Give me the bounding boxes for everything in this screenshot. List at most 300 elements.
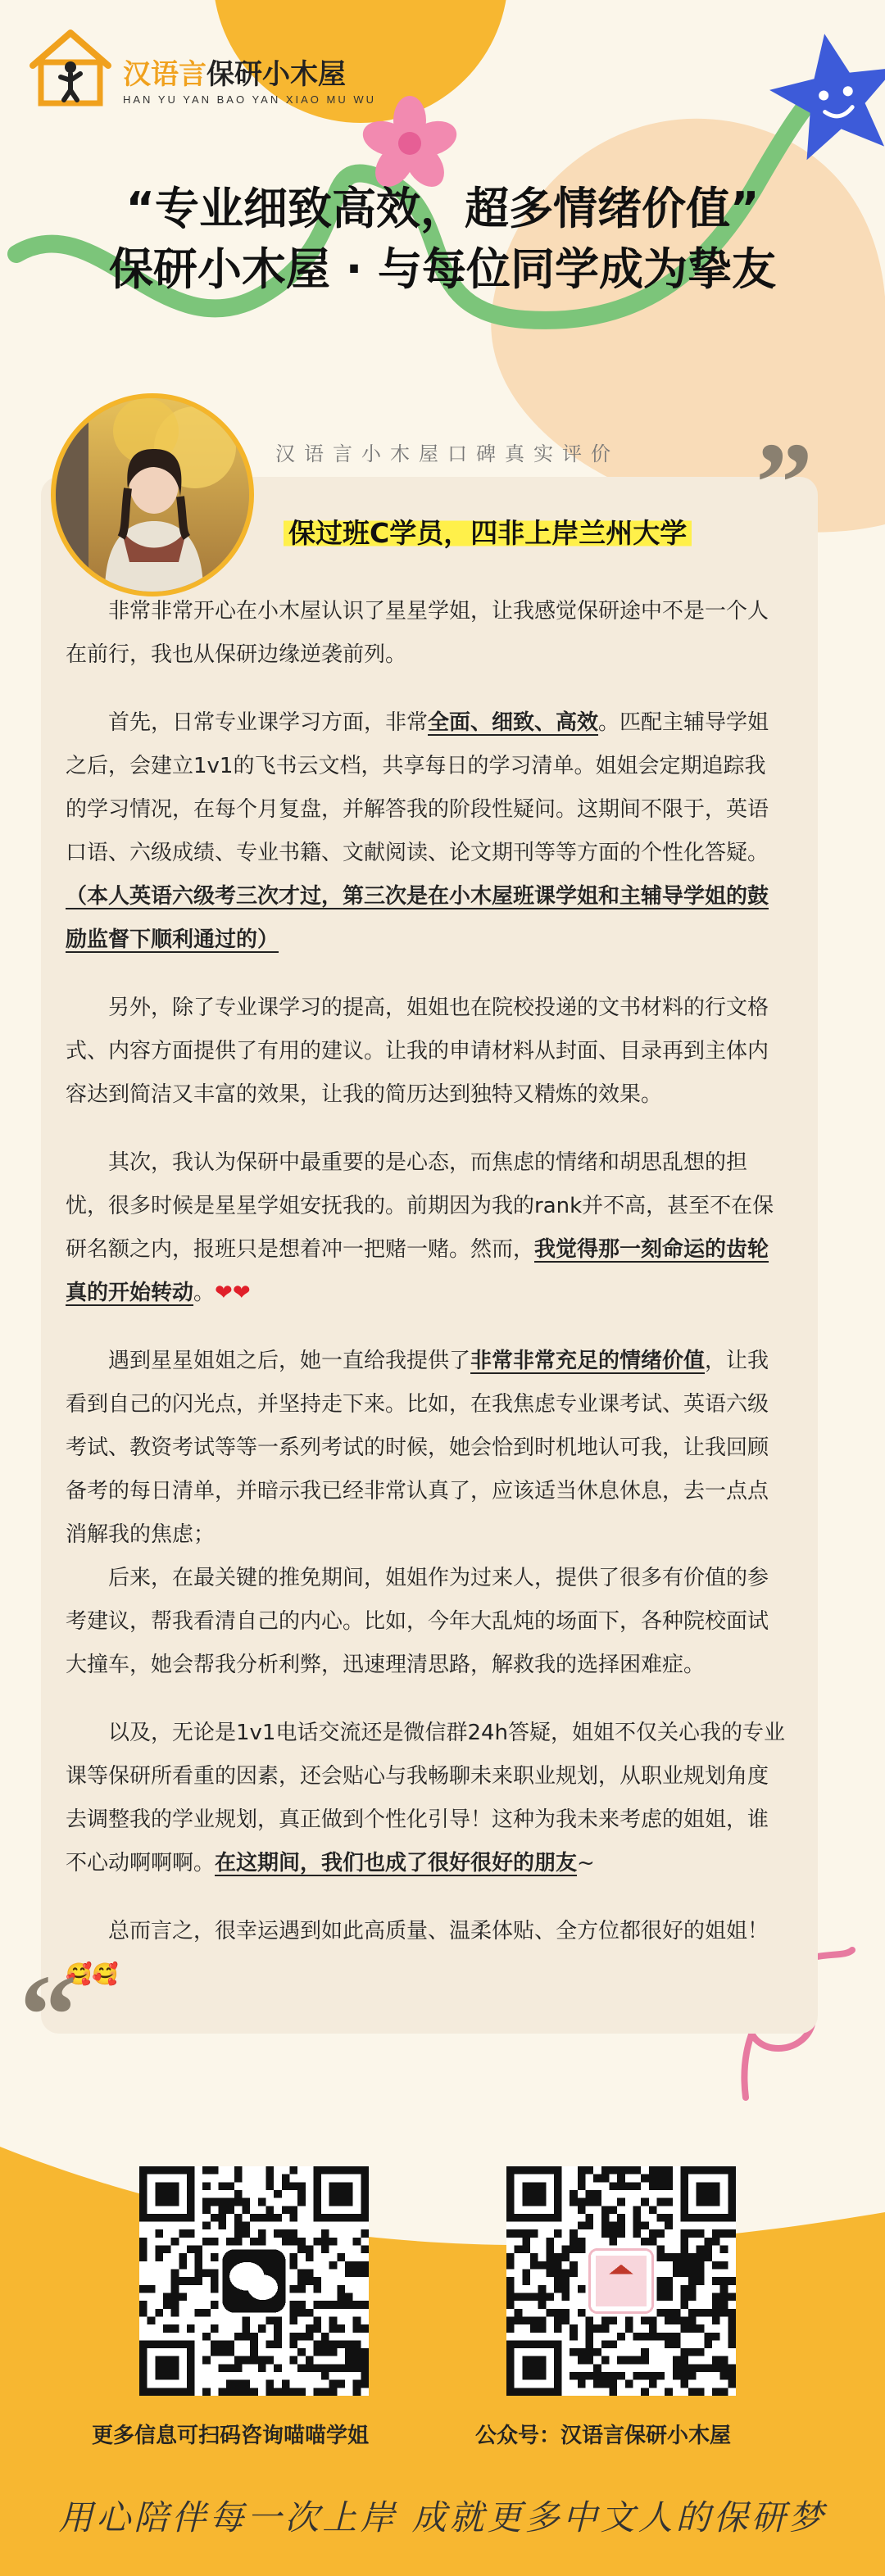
- qr-module: [578, 2182, 586, 2190]
- qr-module: [601, 2229, 610, 2238]
- qr-module: [258, 2238, 266, 2246]
- quote-open-icon: “: [20, 1952, 77, 2079]
- qr-module: [202, 2309, 211, 2317]
- qr-module: [601, 2166, 610, 2175]
- qr-module: [234, 2356, 243, 2365]
- qr-module: [297, 2348, 306, 2356]
- qr-module: [546, 2309, 554, 2317]
- qr-module: [720, 2277, 728, 2285]
- qr-module: [656, 2309, 665, 2317]
- qr-module: [562, 2253, 570, 2261]
- qr-module: [697, 2229, 705, 2238]
- paragraph-3: 另外，除了专业课学习的提高，姐姐也在院校投递的文书材料的行文格式、内容方面提供了有用的建议。让我的申请材料从封面、目录再到主体内容达到简洁又丰富的效果，让我的简历达到独特又精炼的效果。: [66, 995, 769, 1107]
- qr-module: [656, 2214, 665, 2222]
- qr-module: [522, 2246, 530, 2254]
- qr-module: [530, 2316, 538, 2324]
- qr-module: [656, 2175, 665, 2183]
- qr-module: [697, 2261, 705, 2270]
- qr-module: [337, 2253, 345, 2261]
- qr-module: [728, 2277, 736, 2285]
- qr-module: [610, 2372, 618, 2380]
- qr-module: [665, 2253, 673, 2261]
- qr-module: [329, 2340, 338, 2348]
- qr-module: [546, 2246, 554, 2254]
- qr-module: [329, 2238, 338, 2246]
- qr-module: [243, 2316, 251, 2324]
- qr-module: [337, 2340, 345, 2348]
- headline-line-2: 保研小木屋 · 与每位同学成为挚友: [108, 243, 777, 295]
- official-account-qr-code[interactable]: [506, 2166, 736, 2396]
- qr-module: [712, 2301, 720, 2309]
- qr-module: [586, 2214, 594, 2222]
- p4-text-c: 。: [193, 1281, 216, 1305]
- qr-module: [697, 2309, 705, 2317]
- qr-module: [187, 2277, 195, 2285]
- qr-module: [586, 2348, 594, 2356]
- qr-module: [353, 2388, 361, 2396]
- qr-module: [633, 2214, 641, 2222]
- qr-module: [202, 2388, 211, 2396]
- p4-emphasis: 我觉得那一刻命运的齿轮真的开始转动: [66, 1237, 769, 1305]
- qr-module: [234, 2175, 243, 2183]
- qr-module: [680, 2261, 688, 2270]
- qr-module: [297, 2285, 306, 2293]
- qr-module: [195, 2253, 203, 2261]
- qr-module: [593, 2364, 601, 2372]
- qr-module: [712, 2388, 720, 2396]
- qr-module: [688, 2324, 697, 2333]
- qr-module: [195, 2261, 203, 2270]
- qr-module: [148, 2285, 156, 2293]
- qr-module: [506, 2229, 515, 2238]
- qr-module: [570, 2190, 578, 2198]
- qr-module: [554, 2285, 562, 2293]
- qr-module: [562, 2277, 570, 2285]
- qr-module: [226, 2340, 234, 2348]
- hearts-icon: ❤❤: [215, 1281, 251, 1305]
- qr-module: [306, 2270, 314, 2278]
- qr-module: [688, 2270, 697, 2278]
- qr-module: [656, 2293, 665, 2301]
- qr-module: [353, 2340, 361, 2348]
- qr-module: [712, 2364, 720, 2372]
- qr-module: [219, 2206, 227, 2214]
- qr-module: [688, 2316, 697, 2324]
- qr-module: [163, 2301, 171, 2309]
- qr-module: [673, 2261, 681, 2270]
- qr-module: [665, 2182, 673, 2190]
- qr-module: [641, 2238, 649, 2246]
- brand-logo: [28, 28, 376, 107]
- qr-module: [179, 2229, 187, 2238]
- qr-module: [578, 2356, 586, 2365]
- qr-module: [712, 2238, 720, 2246]
- qr-module: [243, 2198, 251, 2206]
- qr-module: [361, 2261, 369, 2270]
- qr-module: [297, 2270, 306, 2278]
- review-title: 保过班C学员，四非上岸兰州大学: [284, 512, 692, 551]
- qr-module: [641, 2372, 649, 2380]
- qr-module: [297, 2364, 306, 2372]
- paragraph-8: 总而言之，很幸运遇到如此高质量、温柔体贴、全方位都很好的姐姐！: [108, 1919, 769, 1943]
- qr-module: [610, 2340, 618, 2348]
- p4-text-a: 其次，我认为保研中最重要的是心态，而焦虑的情绪和胡思乱想的担忧，很多时候是星星学姐安抚我的。前期因为我的rank并不高，甚至不在保研名额之内，报班只是想着冲一把赌一赌。然而，: [66, 1150, 774, 1262]
- qr-module: [266, 2388, 274, 2396]
- qr-module: [155, 2253, 163, 2261]
- qr-module: [680, 2372, 688, 2380]
- qr-module: [297, 2388, 306, 2396]
- qr-module: [570, 2324, 578, 2333]
- house-figure-icon: [28, 28, 113, 107]
- qr-module: [688, 2388, 697, 2396]
- qr-module: [641, 2333, 649, 2341]
- qr-module: [673, 2333, 681, 2341]
- qr-module: [211, 2285, 219, 2293]
- qr-module: [712, 2333, 720, 2341]
- qr-module: [570, 2372, 578, 2380]
- qr-module: [665, 2285, 673, 2293]
- qr-module: [353, 2364, 361, 2372]
- qr-module: [688, 2253, 697, 2261]
- qr-module: [313, 2238, 321, 2246]
- qr-module: [728, 2380, 736, 2388]
- paragraph-2: [66, 701, 787, 875]
- qr-module: [538, 2316, 547, 2324]
- qr-module: [522, 2270, 530, 2278]
- qr-module: [530, 2253, 538, 2261]
- qr-module: [282, 2388, 290, 2396]
- qr-module: [361, 2348, 369, 2356]
- qr-module: [697, 2364, 705, 2372]
- qr-module: [586, 2324, 594, 2333]
- qr-module: [593, 2175, 601, 2183]
- qr-module: [266, 2356, 274, 2365]
- avatar: [51, 393, 254, 596]
- qr-module: [289, 2356, 297, 2365]
- qr-module: [321, 2229, 329, 2238]
- qr-module: [697, 2270, 705, 2278]
- qr-module: [250, 2238, 258, 2246]
- qr-module: [234, 2238, 243, 2246]
- p2-text-a: 首先，日常专业课学习方面，非常: [108, 710, 429, 735]
- qr-finder: [139, 2166, 195, 2222]
- qr-module: [361, 2229, 369, 2238]
- qr-module: [665, 2175, 673, 2183]
- wechat-qr-code[interactable]: [139, 2166, 369, 2396]
- qr-module: [171, 2238, 179, 2246]
- qr-module: [697, 2246, 705, 2254]
- qr-module: [234, 2388, 243, 2396]
- qr-module: [506, 2277, 515, 2285]
- review-label: 汉语言小木屋口碑真实评价: [275, 442, 620, 465]
- avatar-photo: [56, 398, 249, 592]
- qr-module: [656, 2182, 665, 2190]
- qr-module: [243, 2388, 251, 2396]
- qr-module: [274, 2324, 282, 2333]
- qr-module: [187, 2246, 195, 2254]
- qr-module: [297, 2246, 306, 2254]
- qr-module: [219, 2340, 227, 2348]
- qr-module: [720, 2246, 728, 2254]
- qr-module: [625, 2316, 633, 2324]
- qr-module: [562, 2293, 570, 2301]
- qr-module: [171, 2309, 179, 2317]
- qr-module: [171, 2270, 179, 2278]
- qr-module: [665, 2222, 673, 2230]
- qr-module: [211, 2198, 219, 2206]
- slogan: 用心陪伴每一次上岸 成就更多中文人的保研梦: [58, 2497, 827, 2537]
- qr-module: [297, 2277, 306, 2285]
- qr-module: [361, 2356, 369, 2365]
- qr-module: [617, 2166, 625, 2175]
- qr-module: [329, 2380, 338, 2388]
- qr-module: [211, 2214, 219, 2222]
- qr-module: [202, 2270, 211, 2278]
- qr-module: [337, 2324, 345, 2333]
- qr-module: [337, 2285, 345, 2293]
- qr-module: [586, 2166, 594, 2175]
- right-qr-caption: 公众号：汉语言保研小木屋: [475, 2424, 732, 2448]
- qr-module: [515, 2316, 523, 2324]
- qr-module: [289, 2238, 297, 2246]
- qr-module: [641, 2222, 649, 2230]
- qr-module: [728, 2293, 736, 2301]
- qr-module: [297, 2333, 306, 2341]
- qr-module: [274, 2229, 282, 2238]
- qr-module: [538, 2301, 547, 2309]
- qr-module: [345, 2293, 353, 2301]
- qr-module: [680, 2316, 688, 2324]
- qr-module: [361, 2324, 369, 2333]
- qr-module: [728, 2316, 736, 2324]
- qr-module: [219, 2348, 227, 2356]
- qr-module: [243, 2222, 251, 2230]
- qr-module: [353, 2261, 361, 2270]
- qr-module: [155, 2229, 163, 2238]
- qr-module: [202, 2206, 211, 2214]
- qr-module: [649, 2316, 657, 2324]
- qr-module: [593, 2348, 601, 2356]
- qr-module: [313, 2316, 321, 2324]
- qr-module: [506, 2324, 515, 2333]
- qr-module: [234, 2380, 243, 2388]
- qr-module: [673, 2309, 681, 2317]
- qr-module: [211, 2270, 219, 2278]
- headline: [0, 179, 885, 300]
- qr-module: [633, 2229, 641, 2238]
- qr-module: [219, 2364, 227, 2372]
- qr-module: [728, 2324, 736, 2333]
- qr-module: [282, 2380, 290, 2388]
- qr-module: [306, 2309, 314, 2317]
- qr-module: [289, 2388, 297, 2396]
- qr-module: [562, 2316, 570, 2324]
- qr-module: [211, 2348, 219, 2356]
- qr-module: [665, 2198, 673, 2206]
- qr-module: [641, 2388, 649, 2396]
- qr-module: [353, 2316, 361, 2324]
- qr-module: [361, 2380, 369, 2388]
- qr-module: [243, 2356, 251, 2365]
- qr-module: [234, 2198, 243, 2206]
- qr-module: [195, 2270, 203, 2278]
- qr-module: [530, 2261, 538, 2270]
- qr-module: [554, 2277, 562, 2285]
- qr-module: [712, 2356, 720, 2365]
- qr-module: [522, 2277, 530, 2285]
- qr-module: [266, 2175, 274, 2183]
- paragraph-4: [66, 1141, 787, 1315]
- p7-text-c: ~: [577, 1851, 595, 1875]
- qr-module: [578, 2348, 586, 2356]
- qr-module: [266, 2380, 274, 2388]
- qr-module: [586, 2198, 594, 2206]
- qr-finder: [139, 2340, 195, 2396]
- qr-module: [720, 2261, 728, 2270]
- qr-module: [641, 2198, 649, 2206]
- qr-module: [601, 2340, 610, 2348]
- qr-module: [530, 2229, 538, 2238]
- qr-module: [211, 2253, 219, 2261]
- qr-pattern-left: [139, 2166, 369, 2396]
- qr-module: [321, 2340, 329, 2348]
- qr-module: [562, 2246, 570, 2254]
- wechat-icon: [222, 2249, 285, 2312]
- qr-module: [586, 2333, 594, 2341]
- qr-module: [578, 2285, 586, 2293]
- qr-module: [274, 2316, 282, 2324]
- qr-module: [704, 2364, 712, 2372]
- qr-module: [554, 2229, 562, 2238]
- qr-module: [538, 2285, 547, 2293]
- qr-module: [554, 2270, 562, 2278]
- qr-module: [274, 2364, 282, 2372]
- qr-module: [617, 2222, 625, 2230]
- qr-module: [195, 2277, 203, 2285]
- qr-module: [234, 2190, 243, 2198]
- qr-module: [234, 2229, 243, 2238]
- qr-module: [297, 2309, 306, 2317]
- qr-module: [163, 2324, 171, 2333]
- qr-module: [728, 2364, 736, 2372]
- qr-module: [306, 2253, 314, 2261]
- qr-module: [625, 2356, 633, 2365]
- qr-module: [578, 2206, 586, 2214]
- qr-finder: [506, 2340, 562, 2396]
- paragraph-5: [66, 1340, 787, 1557]
- qr-module: [250, 2333, 258, 2341]
- qr-module: [680, 2364, 688, 2372]
- qr-module: [306, 2277, 314, 2285]
- qr-module: [250, 2214, 258, 2222]
- account-logo-icon: [589, 2249, 652, 2312]
- qr-module: [139, 2238, 148, 2246]
- qr-module: [673, 2356, 681, 2365]
- qr-module: [361, 2301, 369, 2309]
- qr-module: [697, 2324, 705, 2333]
- qr-module: [506, 2285, 515, 2293]
- qr-module: [688, 2229, 697, 2238]
- qr-module: [586, 2190, 594, 2198]
- p5-text-c: ，让我看到自己的闪光点，并坚持走下来。比如，在我焦虑专业课考试、英语六级考试、教资考试等等一系列考试的时候，她会恰到时机地认可我，让我回顾备考的每日清单，并暗示我已经非常认真了，应该适当休息休息，去一点点消解我的焦虑；: [66, 1349, 769, 1547]
- qr-module: [562, 2285, 570, 2293]
- qr-module: [274, 2333, 282, 2341]
- qr-module: [649, 2175, 657, 2183]
- qr-module: [226, 2380, 234, 2388]
- qr-module: [538, 2324, 547, 2333]
- qr-module: [712, 2309, 720, 2317]
- qr-module: [601, 2214, 610, 2222]
- qr-module: [625, 2324, 633, 2333]
- qr-module: [282, 2238, 290, 2246]
- qr-module: [148, 2316, 156, 2324]
- qr-module: [704, 2309, 712, 2317]
- headline-line-1: “专业细致高效，超多情绪价值”: [125, 183, 760, 234]
- qr-module: [704, 2253, 712, 2261]
- qr-module: [593, 2380, 601, 2388]
- qr-module: [243, 2324, 251, 2333]
- qr-module: [313, 2285, 321, 2293]
- qr-module: [522, 2293, 530, 2301]
- qr-module: [688, 2285, 697, 2293]
- qr-module: [522, 2316, 530, 2324]
- qr-module: [353, 2270, 361, 2278]
- qr-module: [641, 2348, 649, 2356]
- qr-module: [601, 2324, 610, 2333]
- qr-module: [601, 2372, 610, 2380]
- qr-module: [601, 2206, 610, 2214]
- qr-module: [720, 2301, 728, 2309]
- qr-finder: [680, 2166, 736, 2222]
- qr-module: [680, 2380, 688, 2388]
- qr-module: [610, 2206, 618, 2214]
- qr-module: [546, 2261, 554, 2270]
- qr-module: [289, 2333, 297, 2341]
- qr-module: [202, 2166, 211, 2175]
- qr-module: [633, 2206, 641, 2214]
- qr-module: [219, 2388, 227, 2396]
- qr-module: [219, 2182, 227, 2190]
- qr-module: [562, 2309, 570, 2317]
- qr-module: [321, 2372, 329, 2380]
- qr-module: [226, 2198, 234, 2206]
- qr-module: [720, 2309, 728, 2317]
- qr-module: [274, 2190, 282, 2198]
- qr-module: [633, 2182, 641, 2190]
- qr-module: [345, 2301, 353, 2309]
- qr-module: [211, 2277, 219, 2285]
- qr-module: [266, 2214, 274, 2222]
- qr-module: [345, 2270, 353, 2278]
- qr-module: [704, 2246, 712, 2254]
- qr-module: [515, 2229, 523, 2238]
- qr-module: [313, 2277, 321, 2285]
- brand-name-prefix: 汉语言: [123, 58, 206, 91]
- qr-module: [171, 2301, 179, 2309]
- qr-module: [656, 2333, 665, 2341]
- qr-module: [515, 2293, 523, 2301]
- qr-module: [282, 2206, 290, 2214]
- qr-module: [728, 2229, 736, 2238]
- qr-module: [680, 2293, 688, 2301]
- qr-module: [593, 2198, 601, 2206]
- qr-module: [680, 2238, 688, 2246]
- qr-module: [649, 2324, 657, 2333]
- qr-module: [522, 2229, 530, 2238]
- qr-module: [641, 2175, 649, 2183]
- qr-module: [202, 2238, 211, 2246]
- qr-module: [586, 2372, 594, 2380]
